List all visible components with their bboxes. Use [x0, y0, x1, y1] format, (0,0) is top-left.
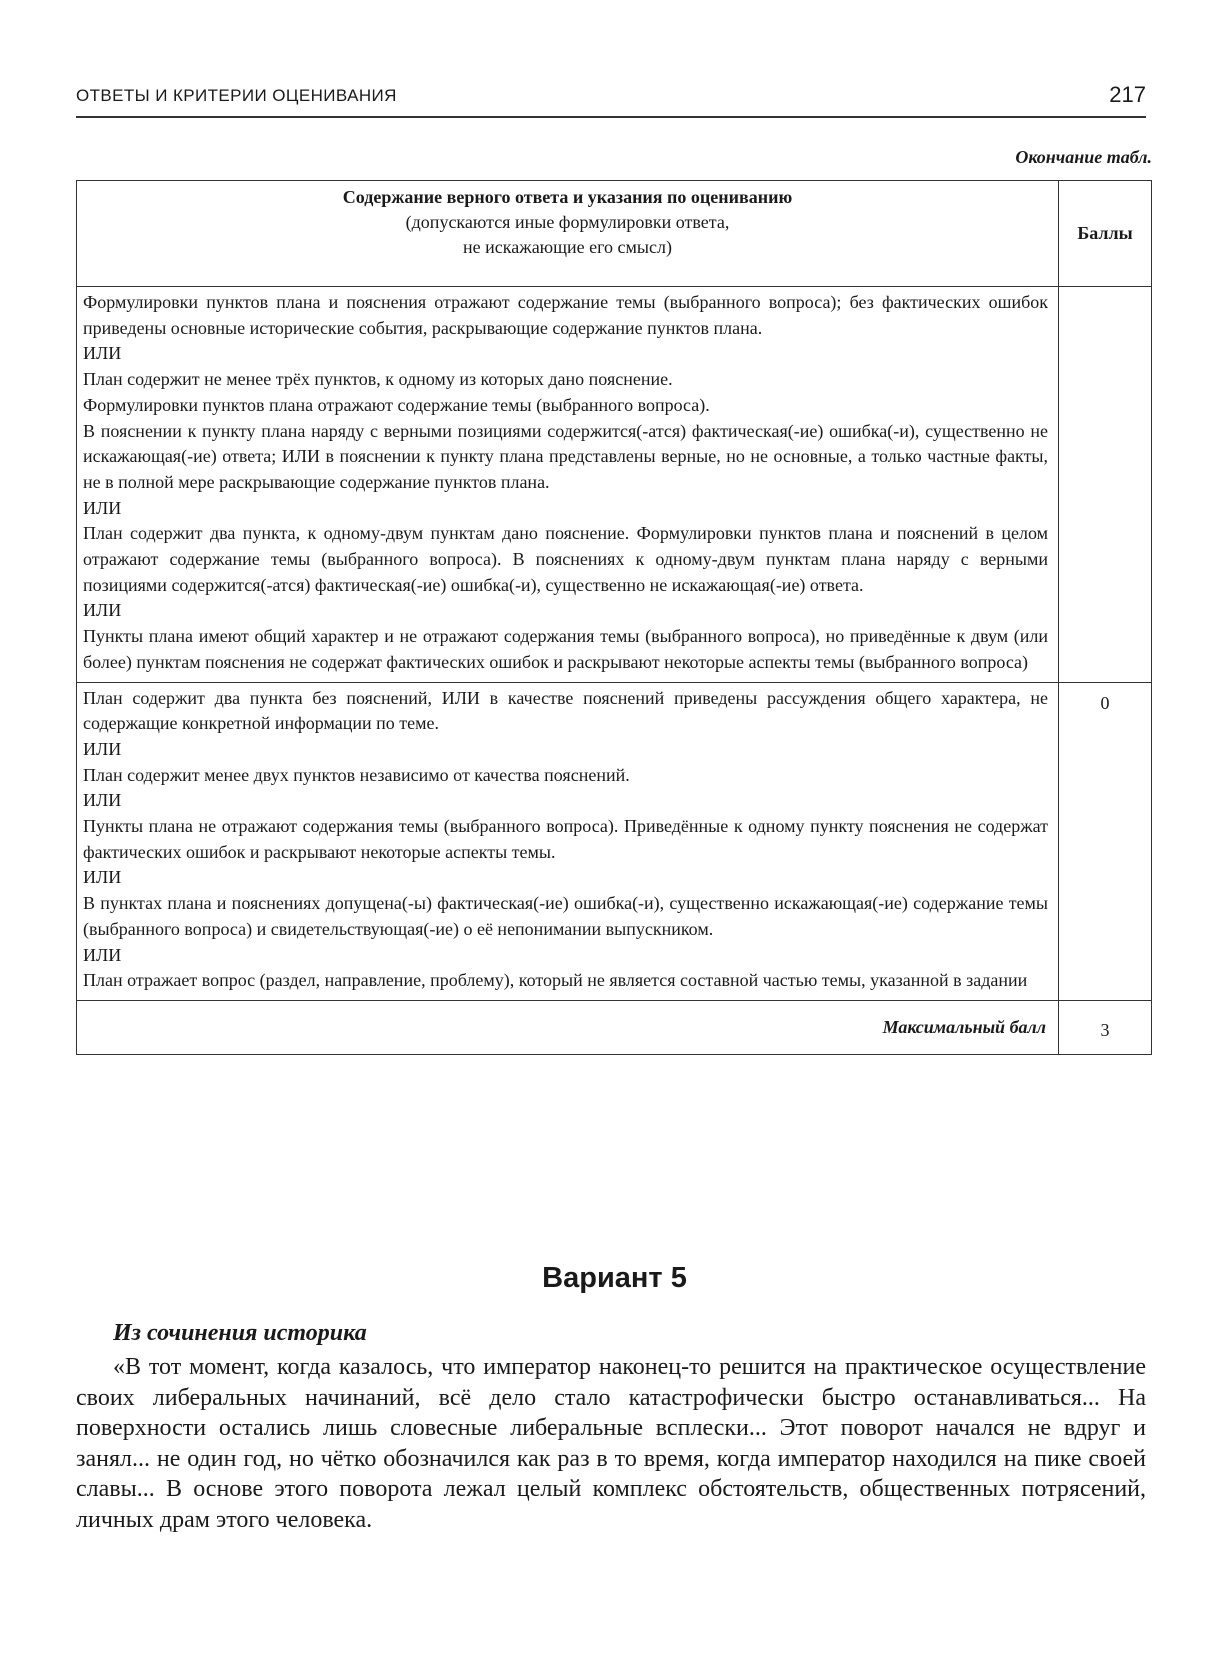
criteria-line: В пунктах плана и пояснениях допущена(-ы) фактическая(-ие) ошибка(-и), существенно искажающая(-ие) содержание темы (выбранного вопроса) и свидетельствующая(-ие) о её непонимании выпускником. [83, 893, 1049, 939]
total-row [77, 1000, 1152, 1054]
criteria-or: ИЛИ [83, 738, 122, 759]
header-content-note-1: (допускаются иные формулировки ответа, [405, 212, 730, 232]
criteria-line: Формулировки пунктов плана и пояснения отражают содержание темы (выбранного вопроса); без фактических ошибок приведены основные исторические события, раскрывающие содержание пунктов плана. [83, 292, 1049, 338]
table-header-row [77, 181, 1152, 287]
criteria-or: ИЛИ [83, 497, 122, 518]
criteria-or: ИЛИ [83, 600, 122, 621]
criteria-table [76, 180, 1152, 1055]
running-head [76, 82, 1146, 118]
score-cell [1059, 287, 1152, 683]
header-score-cell: Баллы [1059, 181, 1152, 287]
running-head-title: ОТВЕТЫ И КРИТЕРИИ ОЦЕНИВАНИЯ [76, 86, 397, 105]
header-content-cell [77, 181, 1059, 287]
criteria-line: План содержит два пункта без пояснений, ИЛИ в качестве пояснений приведены рассуждения общего характера, не содержащие конкретной информации по теме. [83, 687, 1049, 734]
criteria-line: План содержит два пункта, к одному-двум пунктам дано пояснение. Формулировки пунктов плана и пояснений в целом отражают содержание темы (выбранного вопроса). В пояснениях к одному-двум пунктам плана наряду с верными позициями содержится(-атся) фактическая(-ие) ошибка(-и), существенно не искажающая(-ие) ответа. [83, 523, 1049, 595]
criteria-or: ИЛИ [83, 790, 122, 811]
source-title: Из сочинения историка [113, 1320, 367, 1346]
table-row [77, 287, 1152, 683]
header-content-title: Содержание верного ответа и указания по оцениванию [342, 187, 793, 207]
criteria-line: Пункты плана имеют общий характер и не отражают содержания темы (выбранного вопроса), но приведённые к двум (или более) пунктам пояснения не содержат фактических ошибок и раскрывают некоторые аспекты темы (выбранного вопроса) [83, 626, 1049, 672]
header-content-note-2: не искажающие его смысл) [463, 237, 672, 257]
table-caption: Окончание табл. [1015, 147, 1152, 167]
criteria-line: Формулировки пунктов плана отражают содержание темы (выбранного вопроса). [83, 394, 710, 415]
score-cell: 0 [1059, 682, 1152, 1000]
criteria-or: ИЛИ [83, 343, 122, 364]
criteria-line: План отражает вопрос (раздел, направление, проблему), который не является составной частью темы, указанной в задании [83, 970, 1028, 991]
criteria-or: ИЛИ [83, 867, 122, 888]
variant-title: Вариант 5 [542, 1262, 687, 1294]
criteria-cell [77, 682, 1059, 1000]
criteria-line: План содержит не менее трёх пунктов, к одному из которых дано пояснение. [83, 369, 673, 390]
criteria-or: ИЛИ [83, 944, 122, 965]
criteria-line: Пункты плана не отражают содержания темы (выбранного вопроса). Приведённые к одному пункту пояснения не содержат фактических ошибок и раскрывают некоторые аспекты темы. [83, 816, 1049, 862]
criteria-cell [77, 287, 1059, 683]
criteria-line: В пояснении к пункту плана наряду с верными позициями содержится(-атся) фактическая(-ие) ошибка(-и), существенно не искажающая(-ие) ответа; ИЛИ в пояснении к пункту плана представлены верные, но не основные, а только частные факты, не в полной мере раскрывающие содержание пунктов плана. [83, 420, 1049, 492]
criteria-line: План содержит менее двух пунктов независимо от качества пояснений. [83, 764, 630, 785]
table-row [77, 682, 1152, 1000]
page-number: 217 [1109, 82, 1146, 107]
historian-excerpt: «В тот момент, когда казалось, что император наконец-то решится на практическое осуществление своих либеральных начинаний, всё дело стало катастрофически быстро останавливаться... На поверхности остались лишь словесные либеральные всплески... Этот поворот начался не вдруг и занял... не один год, но чётко обозначился как раз в то время, когда император находился на пике своей славы... В основе этого поворота лежал целый комплекс обстоятельств, общественных потрясений, личных драм этого человека. [76, 1354, 1146, 1533]
max-score-label: Максимальный балл [77, 1000, 1059, 1054]
max-score-value: 3 [1059, 1000, 1152, 1054]
